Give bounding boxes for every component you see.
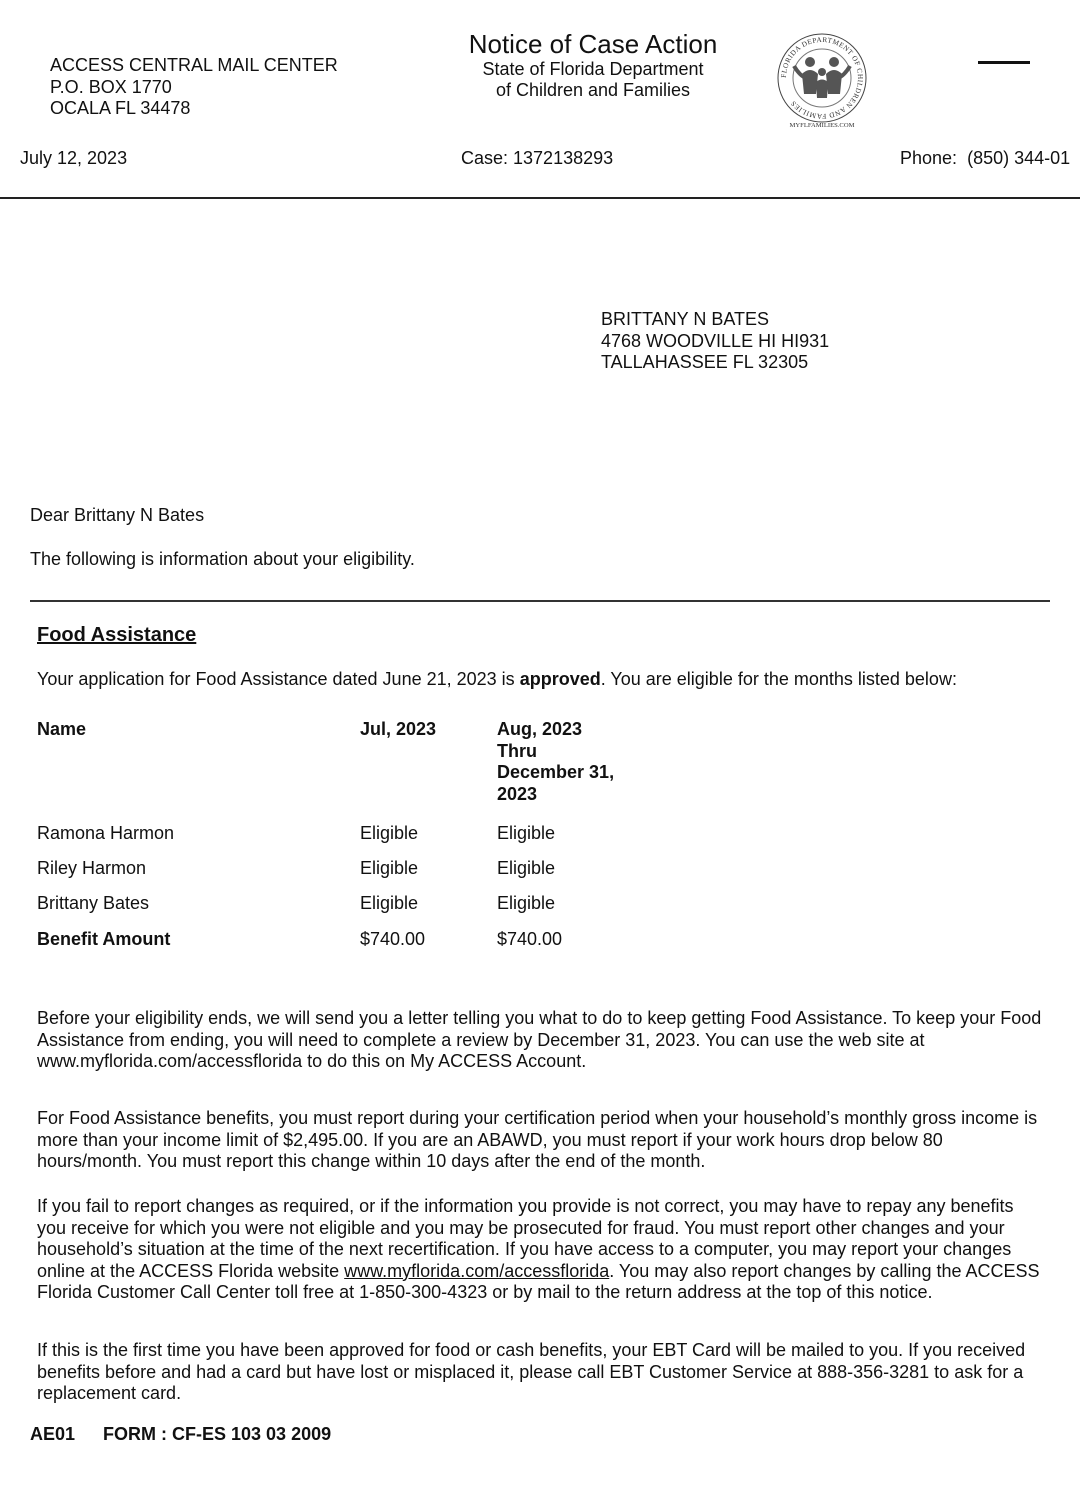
- approval-text: . You are eligible for the months listed below:: [600, 669, 957, 689]
- table-cell-status: Eligible: [360, 858, 419, 878]
- header-line: December 31,: [497, 762, 615, 782]
- header-dash: [978, 61, 1030, 64]
- header-line: 2023: [497, 783, 538, 804]
- greeting: Dear Brittany N Bates: [30, 505, 205, 525]
- header-line: Aug, 2023: [497, 719, 583, 739]
- benefit-amount-aug-dec: $740.00: [497, 929, 563, 949]
- paragraph-text: If you fail to report changes as required, or if the information you provide is not correct, you may have to repay any benefits you receive for which you were not eligible and you may be prosecuted for fraud. You must report other changes and your household’s situation at the time of the next recertification. If you have access to a computer, you may report your changes online at the ACCESS Florida website: [37, 1196, 1014, 1281]
- section-divider: [30, 600, 1050, 602]
- notice-header: [430, 29, 756, 101]
- dcf-seal-logo: [772, 26, 872, 130]
- sender-line: ACCESS CENTRAL MAIL CENTER: [50, 55, 338, 75]
- table-cell-status: Eligible: [497, 893, 556, 913]
- notice-date: July 12, 2023: [20, 148, 128, 168]
- fraud-paragraph: [37, 1196, 1047, 1304]
- sender-line: OCALA FL 34478: [50, 98, 191, 118]
- table-cell-status: Eligible: [497, 823, 556, 843]
- table-cell-name: Riley Harmon: [37, 858, 147, 878]
- table-cell-status: Eligible: [360, 823, 419, 843]
- table-cell-name: Ramona Harmon: [37, 823, 175, 843]
- table-cell-status: Eligible: [497, 858, 556, 878]
- paragraph-text: . You may also report changes by calling the ACCESS Florida Customer Call Center toll free at 1-850-300-4323 or by mail to the return address at the top of this notice.: [37, 1260, 1040, 1303]
- intro-text: The following is information about your eligibility.: [30, 549, 415, 569]
- recipient-address: [601, 309, 829, 374]
- form-footer: [30, 1424, 331, 1446]
- seal-graphic: [772, 26, 872, 130]
- approval-text: Your application for Food Assistance dated June 21, 2023 is: [37, 669, 515, 689]
- notice-code: AE01: [30, 1424, 76, 1444]
- table-cell-name: Brittany Bates: [37, 893, 150, 913]
- ebt-card-paragraph: If this is the first time you have been approved for food or cash benefits, your EBT Card will be mailed to you. If you received benefits before and had a card but have lost or misplaced it, please call EBT Customer Service at 888-356-3281 to ask for a replacement card.: [37, 1340, 1026, 1404]
- recipient-line: 4768 WOODVILLE HI HI931: [601, 330, 830, 351]
- sender-line: P.O. BOX 1770: [50, 76, 172, 97]
- table-cell-status: Eligible: [360, 893, 419, 913]
- recipient-line: BRITTANY N BATES: [601, 309, 770, 329]
- header-line: Thru: [497, 740, 537, 761]
- phone-value: (850) 344-01: [967, 148, 1071, 168]
- notice-title: Notice of Case Action: [468, 29, 718, 59]
- phone-number: [900, 148, 1070, 170]
- form-number: FORM : CF-ES 103 03 2009: [103, 1424, 332, 1444]
- family-figures-icon: [794, 57, 850, 98]
- access-florida-link[interactable]: www.myflorida.com/accessflorida: [344, 1260, 610, 1281]
- agency-line: of Children and Families: [495, 80, 691, 100]
- sender-address: [50, 55, 338, 120]
- seal-url: MYFLFAMILIES.COM: [789, 122, 855, 129]
- column-header-aug-dec: [497, 719, 614, 805]
- header-divider: [0, 197, 1080, 199]
- phone-label: Phone:: [900, 148, 958, 168]
- approval-status: approved: [519, 669, 601, 689]
- reporting-paragraph: For Food Assistance benefits, you must report during your certification period when your household’s monthly gross income is more than your income limit of $2,495.00. If you are an ABAWD, you must report if your work hours drop below 80 hours/month. You must report this change within 10 days after the end of the month.: [37, 1108, 1038, 1172]
- recipient-line: TALLAHASSEE FL 32305: [601, 352, 809, 372]
- agency-line: State of Florida Department: [482, 59, 704, 79]
- column-header-name: Name: [37, 719, 87, 739]
- review-paragraph: Before your eligibility ends, we will send you a letter telling you what to do to keep getting Food Assistance. To keep your Food Assistance from ending, you will need to complete a review by December 31, 2023. You can use the web site at www.myflorida.com/accessflorida to do this on My ACCESS Account.: [37, 1008, 1042, 1072]
- benefit-amount-label: Benefit Amount: [37, 929, 171, 949]
- approval-statement: [37, 669, 957, 691]
- column-header-jul: Jul, 2023: [360, 719, 437, 739]
- section-title: Food Assistance: [37, 624, 197, 646]
- benefit-amount-jul: $740.00: [360, 929, 426, 949]
- case-number: Case: 1372138293: [461, 148, 614, 168]
- seal-ring-text: FLORIDA DEPARTMENT OF CHILDREN AND FAMILIES: [779, 35, 865, 121]
